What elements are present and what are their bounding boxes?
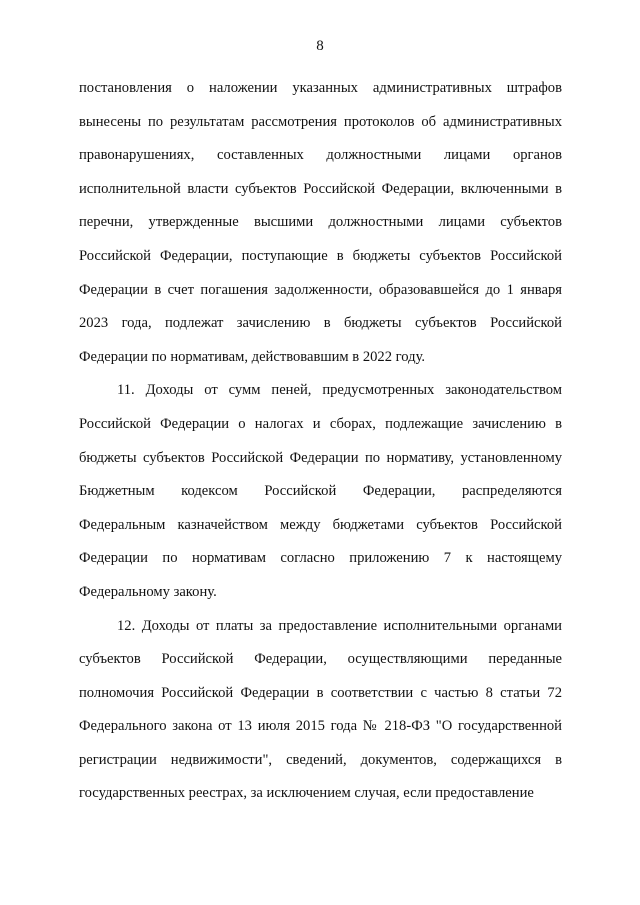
- text-line: вынесены по результатам рассмотрения протоколов об административных: [79, 113, 562, 130]
- text-line: субъектов Российской Федерации, осуществляющими переданные: [79, 651, 562, 668]
- text-line: перечни, утвержденные высшими должностными лицами субъектов: [79, 214, 562, 231]
- text-line: Федерации в счет погашения задолженности, образовавшейся до 1 января: [79, 281, 562, 298]
- text-line: Федерации по нормативам, действовавшим в 2022 году.: [79, 348, 426, 365]
- text-line: Федеральному закону.: [79, 583, 217, 600]
- text-line: исполнительной власти субъектов Российской Федерации, включенными в: [79, 180, 562, 197]
- text-line: Российской Федерации, поступающие в бюджеты субъектов Российской: [79, 247, 562, 264]
- text-line: Федеральным казначейством между бюджетами субъектов Российской: [79, 516, 562, 533]
- document-body: [79, 72, 562, 811]
- text-line: бюджеты субъектов Российской Федерации по нормативу, установленному: [79, 449, 562, 466]
- text-line: 12. Доходы от платы за предоставление исполнительными органами: [117, 617, 562, 634]
- text-line: регистрации недвижимости", сведений, документов, содержащихся в: [79, 751, 562, 768]
- paragraph-item-11: [79, 374, 562, 609]
- text-line: полномочия Российской Федерации в соответствии с частью 8 статьи 72: [79, 684, 562, 701]
- text-line: 2023 года, подлежат зачислению в бюджеты субъектов Российской: [79, 315, 562, 332]
- text-line: Федерального закона от 13 июля 2015 года № 218-ФЗ "О государственной: [79, 718, 562, 735]
- paragraph-item-12: [79, 610, 562, 812]
- text-line: 11. Доходы от сумм пеней, предусмотренных законодательством: [117, 382, 562, 399]
- text-line: правонарушениях, составленных должностными лицами органов: [79, 147, 562, 164]
- page-number: 8: [316, 38, 324, 54]
- text-line: постановления о наложении указанных административных штрафов: [79, 80, 562, 96]
- text-line: государственных реестрах, за исключением случая, если предоставление: [79, 785, 534, 802]
- text-line: Бюджетным кодексом Российской Федерации, распределяются: [79, 483, 562, 500]
- text-line: Российской Федерации о налогах и сборах, подлежащие зачислению в: [79, 415, 562, 432]
- paragraph-continuation: [79, 72, 562, 374]
- text-line: Федерации по нормативам согласно приложению 7 к настоящему: [79, 550, 562, 567]
